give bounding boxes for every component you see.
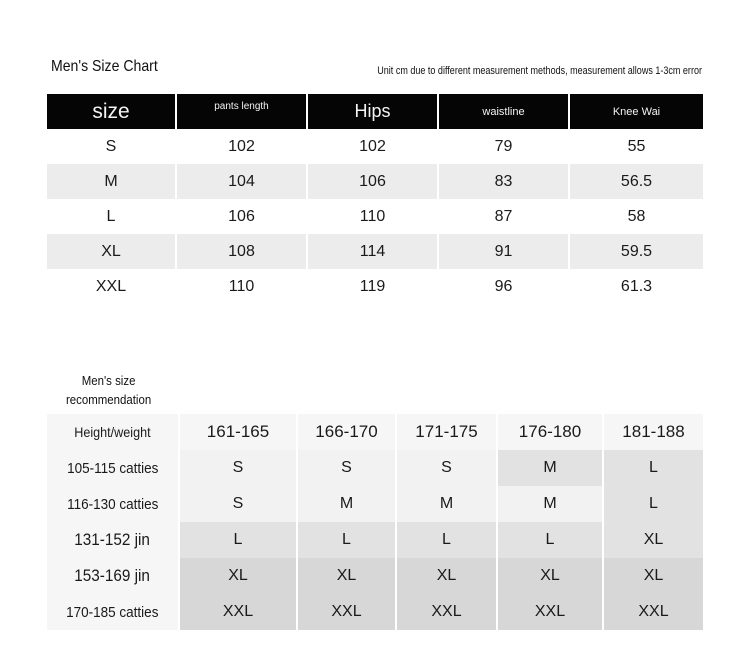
- table-cell: 102: [308, 129, 439, 164]
- header-size: size: [47, 94, 177, 129]
- table-cell: 59.5: [570, 234, 703, 269]
- table-cell: 106: [177, 199, 308, 234]
- table-row: [47, 594, 703, 630]
- table-cell: S: [298, 450, 397, 486]
- table-row: [47, 234, 703, 269]
- weight-label-text: 116-130 catties: [66, 495, 159, 513]
- table-cell: S: [397, 450, 498, 486]
- measurement-note: Unit cm due to different measurement methods, measurement allows 1-3cm error: [377, 65, 702, 77]
- header-hips: Hips: [308, 94, 439, 129]
- header-height-range: 171-175: [397, 414, 498, 450]
- table-cell: XXL: [604, 594, 703, 630]
- recommendation-header-row: [47, 414, 703, 450]
- page-title: Men's Size Chart: [51, 58, 158, 75]
- table-cell: XXL: [397, 594, 498, 630]
- table-cell: XXL: [180, 594, 298, 630]
- header-height-weight: [47, 414, 180, 450]
- table-cell: XL: [397, 558, 498, 594]
- table-row: [47, 269, 703, 304]
- table-cell: S: [180, 450, 298, 486]
- table-cell: M: [47, 164, 177, 199]
- header-height-range: 161-165: [180, 414, 298, 450]
- weight-label: [47, 522, 180, 558]
- header-height-range: 166-170: [298, 414, 397, 450]
- header-height-range: 181-188: [604, 414, 703, 450]
- table-cell: 104: [177, 164, 308, 199]
- header-height-range: 176-180: [498, 414, 604, 450]
- header-height-weight-label: Height/weight: [74, 424, 151, 440]
- weight-label: [47, 594, 180, 630]
- table-cell: 83: [439, 164, 570, 199]
- header-waistline: waistline: [439, 94, 570, 129]
- table-cell: XL: [298, 558, 397, 594]
- size-chart-header-row: [47, 94, 703, 129]
- weight-label: [47, 450, 180, 486]
- table-row: [47, 164, 703, 199]
- recommendation-label: [47, 371, 170, 409]
- table-row: [47, 199, 703, 234]
- table-cell: L: [604, 486, 703, 522]
- table-cell: XXL: [47, 269, 177, 304]
- table-cell: XL: [498, 558, 604, 594]
- recommendation-label-line2: recommendation: [65, 392, 152, 407]
- table-cell: L: [298, 522, 397, 558]
- table-cell: 61.3: [620, 277, 653, 295]
- table-cell: L: [604, 450, 703, 486]
- table-cell: 108: [177, 234, 308, 269]
- weight-label-text: 170-185 catties: [66, 603, 159, 621]
- table-cell: XL: [180, 558, 298, 594]
- header-knee-width: Knee Wai: [570, 94, 703, 129]
- table-cell: XL: [47, 234, 177, 269]
- table-cell: 96: [439, 269, 570, 304]
- table-cell: M: [498, 450, 604, 486]
- recommendation-label-line1: Men's size: [81, 373, 136, 388]
- table-cell: M: [298, 486, 397, 522]
- table-cell: 110: [177, 269, 308, 304]
- table-cell: XXL: [298, 594, 397, 630]
- table-cell: 106: [308, 164, 439, 199]
- table-cell: L: [397, 522, 498, 558]
- weight-label-text: 131-152 jin: [74, 530, 151, 549]
- table-cell: 55: [627, 137, 646, 155]
- table-cell: XL: [604, 522, 703, 558]
- table-cell: L: [180, 522, 298, 558]
- table-row: [47, 450, 703, 486]
- weight-label: [47, 486, 180, 522]
- table-cell: 91: [439, 234, 570, 269]
- weight-label-text: 105-115 catties: [66, 459, 159, 477]
- header-pants-length: pants length: [177, 94, 308, 129]
- table-cell: M: [397, 486, 498, 522]
- table-row: [47, 522, 703, 558]
- table-cell: 110: [308, 199, 439, 234]
- table-cell: XL: [604, 558, 703, 594]
- table-cell: M: [498, 486, 604, 522]
- table-cell: 114: [308, 234, 439, 269]
- table-cell: 79: [439, 129, 570, 164]
- recommendation-table: [47, 414, 703, 630]
- table-cell: S: [180, 486, 298, 522]
- table-cell: 56.5: [570, 164, 703, 199]
- table-cell: L: [498, 522, 604, 558]
- table-row: [47, 486, 703, 522]
- table-cell: 58: [627, 207, 646, 225]
- table-cell: 119: [308, 269, 439, 304]
- table-row: [47, 129, 703, 164]
- table-cell: 102: [177, 129, 308, 164]
- table-cell: 87: [439, 199, 570, 234]
- table-cell: L: [47, 199, 177, 234]
- table-cell: S: [47, 129, 177, 164]
- weight-label: [47, 558, 180, 594]
- size-chart-table: [47, 94, 703, 304]
- table-cell: XXL: [498, 594, 604, 630]
- weight-label-text: 153-169 jin: [74, 566, 151, 585]
- table-row: [47, 558, 703, 594]
